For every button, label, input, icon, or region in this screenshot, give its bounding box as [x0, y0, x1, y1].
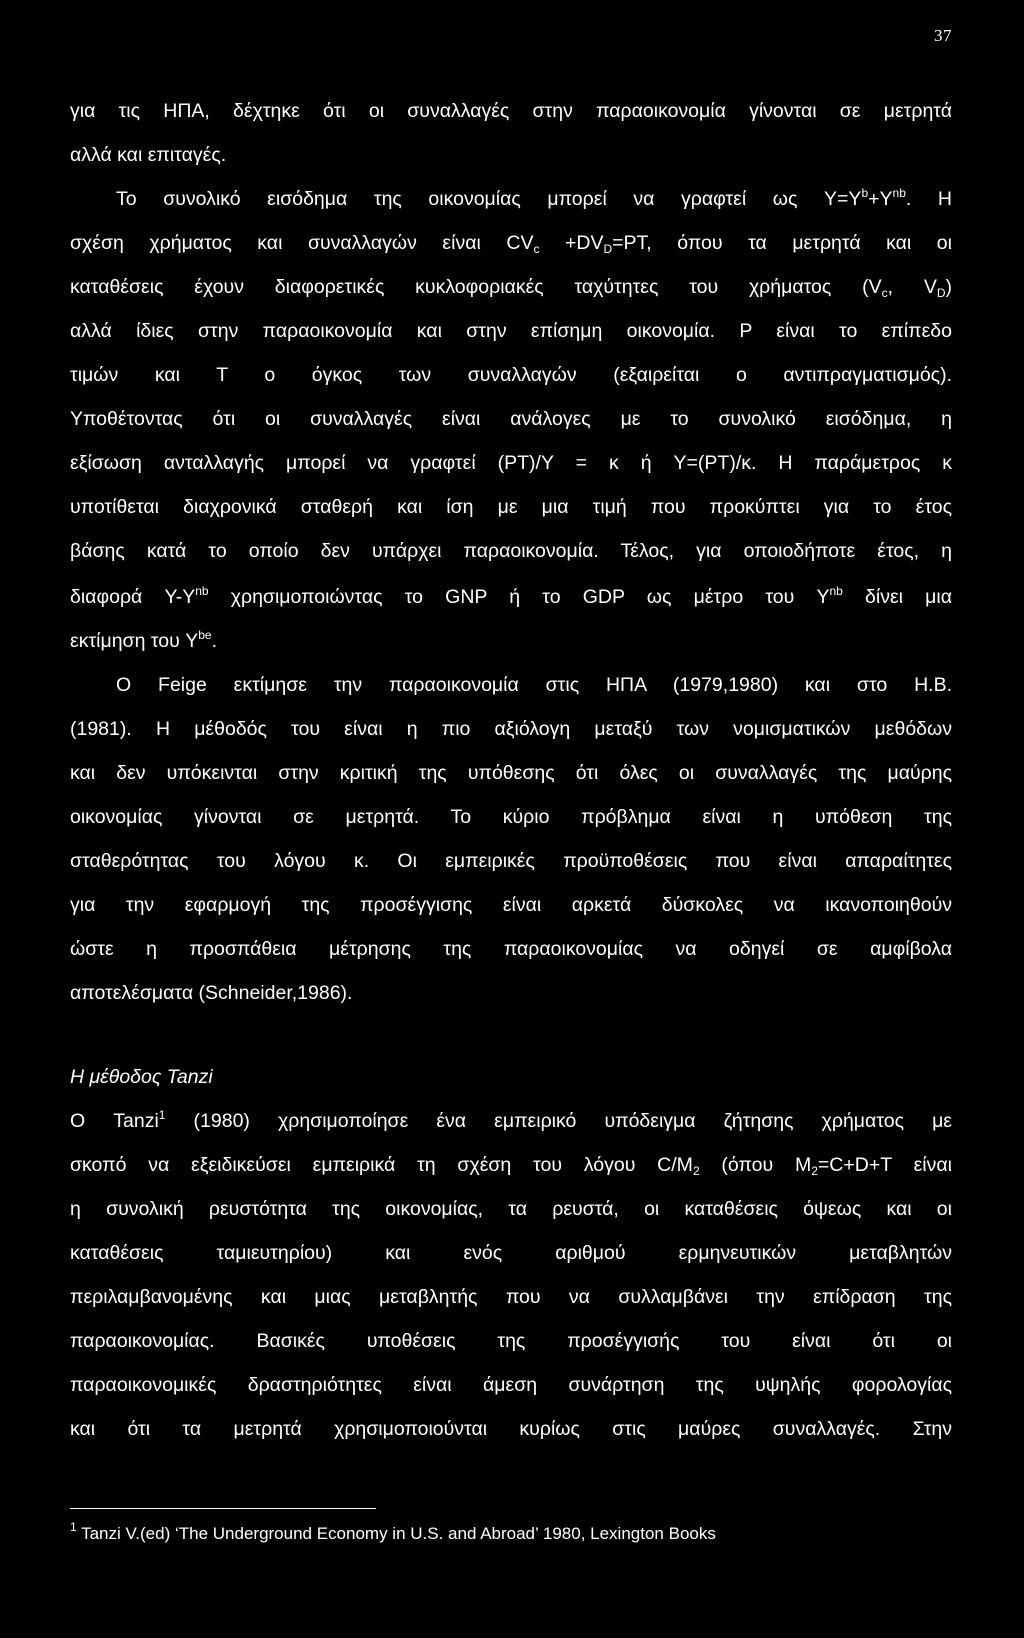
text-line: Το συνολικό εισόδημα της οικονομίας μπορεί να γραφτεί ως $Y=Y^b+Y^{nb}$. Η: [116, 186, 952, 210]
text-line: Ο Tanzi$^1$ (1980) χρησιμοποίησε ένα εμπειρικό υπόδειγμα ζήτησης χρήματος με: [70, 1108, 953, 1132]
text-line: Ο Feige εκτίμησε την παραοικονομία στις ΗΠΑ (1979,1980) και στο Η.Β.: [116, 674, 952, 696]
text-line: καταθέσεις έχουν διαφορετικές κυκλοφοριακές ταχύτητες του χρήματος ($V_c$, $V_D$): [70, 276, 953, 300]
text-line: ώστε η προσπάθεια μέτρησης της παραοικονομίας να οδηγεί σε αμφίβολα: [70, 938, 952, 960]
text-line: βάσης κατά το οποίο δεν υπάρχει παραοικονομία. Τέλος, για οποιοδήποτε έτος, η: [70, 540, 952, 562]
text-line: και ότι τα μετρητά χρησιμοποιούνται κυρίως στις μαύρες συναλλαγές. Στην: [70, 1418, 952, 1440]
text-line: η συνολική ρευστότητα της οικονομίας, τα ρευστά, οι καταθέσεις όψεως και οι: [70, 1198, 952, 1220]
footnote-divider: [70, 1508, 376, 1509]
text-line: παραοικονομικές δραστηριότητες είναι άμεση συνάρτηση της υψηλής φορολογίας: [70, 1374, 952, 1396]
text-line: αλλά ίδιες στην παραοικονομία και στην επίσημη οικονομία. P είναι το επίπεδο: [70, 320, 952, 342]
footnote: [70, 1520, 716, 1545]
text-line: για την εφαρμογή της προσέγγισης είναι αρκετά δύσκολες να ικανοποιηθούν: [70, 894, 952, 916]
text-line: καταθέσεις ταμιευτηρίου) και ενός αριθμού ερμηνευτικών μεταβλητών: [70, 1242, 952, 1264]
text-line: εξίσωση ανταλλαγής μπορεί να γραφτεί (PT)/Y = κ ή Y=(PT)/κ. Η παράμετρος κ: [70, 452, 952, 474]
text-line: για τις ΗΠΑ, δέχτηκε ότι οι συναλλαγές στην παραοικονομία γίνονται σε μετρητά: [70, 100, 952, 122]
text-line: τιμών και Τ ο όγκος των συναλλαγών (εξαιρείται ο αντιπραγματισμός).: [70, 364, 952, 386]
text-line: εκτίμηση του $Y^{be}$.: [70, 628, 217, 652]
text-line: σκοπό να εξειδικεύσει εμπειρικά τη σχέση του λόγου $C/M_2$ (όπου $M_2=C+D+T$ είναι: [70, 1154, 952, 1178]
page-number: 37: [934, 26, 952, 45]
text-line: διαφορά $Y-Y^{nb}$ χρησιμοποιώντας το GNP ή το GDP ως μέτρο του $Y^{nb}$ δίνει μια: [70, 584, 953, 608]
footnote-marker: 1: [70, 1520, 77, 1534]
text-line: παραοικονομίας. Βασικές υποθέσεις της προσέγγισής του είναι ότι οι: [70, 1330, 952, 1352]
text-line: (1981). Η μέθοδός του είναι η πιο αξιόλογη μεταξύ των νομισματικών μεθόδων: [70, 718, 952, 740]
section-heading: Η μέθοδος Tanzi: [70, 1066, 213, 1088]
text-line: σταθερότητας του λόγου κ. Οι εμπειρικές προϋποθέσεις που είναι απαραίτητες: [70, 850, 952, 872]
text-line: υποτίθεται διαχρονικά σταθερή και ίση με μια τιμή που προκύπτει για το έτος: [70, 496, 952, 518]
text-line: Υποθέτοντας ότι οι συναλλαγές είναι ανάλογες με το συνολικό εισόδημα, η: [70, 408, 952, 430]
text-line: και δεν υπόκεινται στην κριτική της υπόθεσης ότι όλες οι συναλλαγές της μαύρης: [70, 762, 952, 784]
footnote-text: Tanzi V.(ed) ‘The Underground Economy in U.S. and Abroad’ 1980, Lexington Books: [76, 1524, 716, 1543]
text-line: περιλαμβανομένης και μιας μεταβλητής που να συλλαμβάνει την επίδραση της: [70, 1286, 952, 1308]
text-line: οικονομίας γίνονται σε μετρητά. Το κύριο πρόβλημα είναι η υπόθεση της: [70, 806, 952, 828]
text-line: σχέση χρήματος και συναλλαγών είναι $CV_c +DV_D=PT$, όπου τα μετρητά και οι: [70, 232, 952, 256]
text-line: αλλά και επιταγές.: [70, 144, 227, 166]
text-line: αποτελέσματα (Schneider,1986).: [70, 982, 353, 1004]
